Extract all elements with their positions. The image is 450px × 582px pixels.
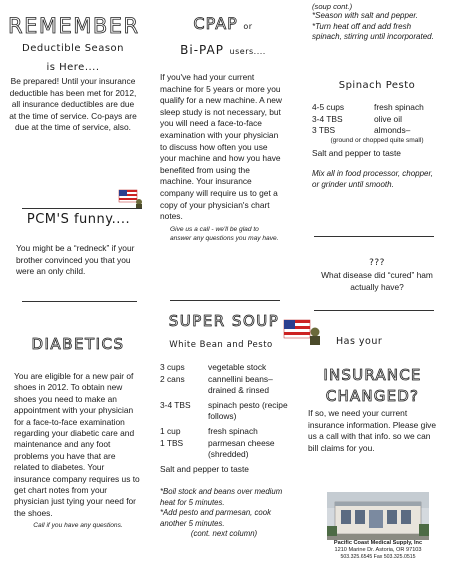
list-item: [160, 438, 288, 461]
diabetics-title: DIABETICS: [31, 335, 125, 353]
ingredient-item: olive oil: [374, 113, 402, 124]
soup-section: [160, 312, 288, 540]
pesto-ingredient-list: [312, 102, 442, 137]
list-item: [312, 114, 442, 126]
remember-title: REMEMBER: [8, 14, 140, 38]
insurance-section: [300, 336, 445, 454]
pesto-salt: Salt and pepper to taste: [312, 147, 401, 158]
ingredient-item: parmesan cheese (shredded): [208, 437, 275, 460]
list-item: [312, 102, 442, 114]
pesto-note: (ground or chopped quite small): [330, 136, 424, 144]
pcms-title: [16, 212, 141, 227]
cpap-title2: Bi-PAP: [180, 43, 224, 57]
business-address: 1210 Marine Dr. Astoria, OR 97103: [334, 547, 422, 553]
ingredient-qty: 3-4 TBS: [312, 113, 343, 124]
insurance-pre: Has your: [336, 336, 383, 347]
ingredient-qty: 2 cans: [160, 373, 185, 384]
pesto-section: [312, 80, 442, 190]
ingredient-qty: 3-4 TBS: [160, 399, 191, 410]
business-info: [310, 540, 446, 561]
list-item: [160, 426, 288, 438]
divider: [314, 236, 434, 237]
ingredient-item: fresh spinach: [208, 425, 258, 436]
soup-cont: (cont. next column): [190, 529, 258, 539]
cpap-title2b: users....: [229, 47, 266, 56]
ingredient-qty: 3 TBS: [312, 125, 336, 136]
remember-sub1: Deductible Season: [22, 43, 124, 54]
ingredient-item: almonds–: [374, 125, 411, 136]
list-item: [160, 374, 288, 397]
insurance-title2: CHANGED?: [325, 387, 420, 405]
ingredient-item: fresh spinach: [374, 102, 424, 112]
disease-marks: ???: [369, 258, 385, 268]
soupcont-section: [312, 2, 442, 43]
divider: [314, 310, 434, 311]
disease-section: [312, 258, 442, 293]
soup-subtitle: White Bean and Pesto: [169, 340, 273, 350]
soup-step2: *Add pesto and parmesan, cook another 5 minutes.: [160, 508, 271, 528]
ingredient-item: spinach pesto (recipe follows): [208, 399, 288, 422]
cpap-section: [160, 14, 286, 243]
list-item: [312, 125, 442, 137]
soupcont-top: (soup cont.): [312, 2, 353, 11]
insurance-body: If so, we need your current insurance information. Please give us a call with that info. so we can bill claims for you.: [308, 408, 437, 453]
remember-body: Be prepared! Until your insurance deductible has been met for 2012, all insurance deductibles are due at the time of service. Co-pays are due at the time of service, also.: [9, 76, 137, 133]
diabetics-body: You are eligible for a new pair of shoes in 2012. To obtain new shoes you need to make an appointment with your physician for a face-to-face examination regarding your diabetic care and maintenance and any foot problems you have that are related to diabetes. Your insurance company requires us to get chart notes from your physician just tying your need for the shoes.: [14, 371, 140, 518]
soup-step1: *Boil stock and beans over medium heat for 5 minutes.: [160, 487, 283, 507]
soup-ingredient-list: [160, 362, 288, 461]
pcms-body: You might be a “redneck” if your brother convinced you that you were an only child.: [16, 243, 135, 277]
ingredient-qty: 4-5 cups: [312, 102, 345, 112]
divider: [22, 208, 142, 209]
divider: [22, 301, 137, 302]
list-item: [160, 362, 288, 374]
cpap-title1b: or: [243, 22, 253, 31]
pcms-section: [16, 212, 141, 278]
remember-sub2: is Here....: [46, 62, 100, 73]
cpap-title1: CPAP: [193, 14, 238, 33]
ingredient-qty: 1 TBS: [160, 437, 184, 448]
disease-question: What disease did “cured” ham actually have?: [321, 270, 433, 292]
insurance-title1: INSURANCE: [323, 366, 422, 384]
pcms-title-text: PCM'S funny....: [26, 212, 131, 227]
pesto-title: Spinach Pesto: [338, 80, 416, 91]
diabetics-section: [14, 335, 142, 530]
list-item: [160, 400, 288, 423]
cpap-body: If you've had your current machine for 5 years or more you qualify for a new machine. A new sleep study is not necessary, but you will need a face-to-face examination with your physician to discuss how often you use your machine and how you have benefited from using the machine. Your insurance company will require us to get a copy of your physician's chart notes.: [160, 72, 282, 222]
cpap-note: Give us a call - we'll be glad to answer any questions you may have.: [170, 225, 279, 242]
ingredient-item: cannellini beans– drained & rinsed: [208, 373, 273, 396]
divider: [170, 300, 280, 301]
cpap-title-line1: [160, 14, 286, 33]
soupcont-step3: *Season with salt and pepper.: [312, 11, 418, 20]
pesto-mix: Mix all in food processor, chopper, or grinder until smooth.: [312, 169, 433, 189]
flag-icon: [118, 189, 144, 209]
ingredient-item: vegetable stock: [208, 362, 267, 372]
ingredient-qty: 3 cups: [160, 362, 185, 372]
diabetics-note: Call if you have any questions.: [33, 522, 123, 530]
cpap-title-line2: [160, 39, 286, 58]
building-photo: [327, 492, 429, 540]
remember-section: [8, 14, 138, 134]
ingredient-qty: 1 cup: [160, 425, 181, 436]
soup-salt: Salt and pepper to taste: [160, 463, 249, 474]
soup-title: SUPER SOUP: [168, 312, 280, 330]
business-phone: 503.325.6545 Fax 503.325.0515: [340, 554, 416, 560]
business-name: Pacific Coast Medical Supply, Inc: [333, 540, 423, 546]
soupcont-step4: *Turn heat off and add fresh spinach, stirring until incorporated.: [312, 21, 434, 41]
